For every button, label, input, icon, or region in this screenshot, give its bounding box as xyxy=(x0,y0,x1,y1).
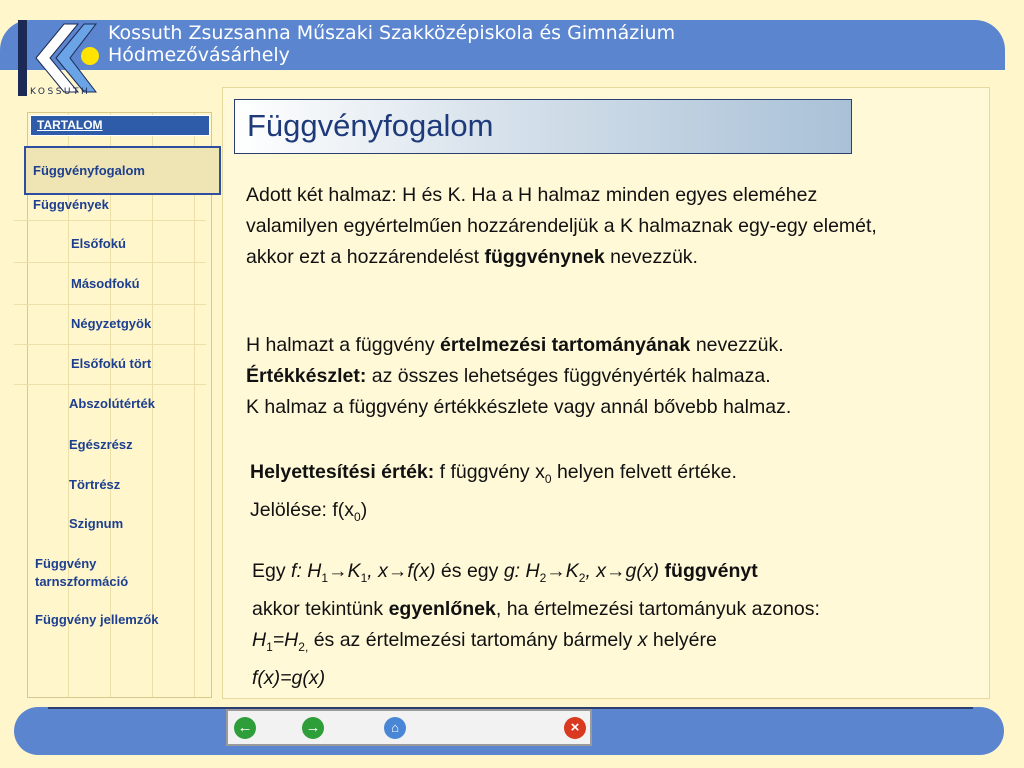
school-name-line2: Hódmezővásárhely xyxy=(108,44,290,66)
sidebar-item-fuggveny-jellemzok[interactable]: Függvény jellemzők xyxy=(35,612,159,627)
sidebar-item-fuggvenyek[interactable]: Függvények xyxy=(33,197,109,212)
toc-label: TARTALOM xyxy=(37,118,103,132)
sidebar-item-fuggvenyfogalom[interactable]: Függvényfogalom xyxy=(33,163,145,178)
slide-title: Függvényfogalom xyxy=(247,108,494,143)
logo-text: KOSSUTH xyxy=(30,87,91,97)
home-icon[interactable]: ⌂ xyxy=(384,717,406,739)
equality-paragraph: Egy f: $H_1\to K_1$, x→f(x) és egy g: $H_2\to K_2$, x→g(x) függvényt akkor tekintünk egyenlőnek, ha értelmezési tartományuk azonos: $H_1=H_{2,}$ és az értelmezési tartomány bármely x helyére f(x)=g(x) xyxy=(252,560,820,689)
slide-title-box xyxy=(234,99,852,154)
sidebar-item-szignum[interactable]: Szignum xyxy=(69,516,124,531)
toc-button[interactable] xyxy=(30,115,210,136)
sidebar-item-elsofoku-tort[interactable]: Elsőfokú tört xyxy=(71,356,152,371)
back-arrow-icon[interactable]: ← xyxy=(234,717,256,739)
sidebar-item-egeszresz[interactable]: Egészrész xyxy=(69,437,133,452)
sidebar-item-elsofoku[interactable]: Elsőfokú xyxy=(71,236,126,251)
school-name-line1: Kossuth Zsuzsanna Műszaki Szakközépiskola és Gimnázium xyxy=(108,22,676,44)
substitution-paragraph: Helyettesítési érték: f függvény $x_0$ helyen felvett értéke. Jelölése: $f(x_0)$ xyxy=(250,461,737,524)
sidebar-item-abszoluttertek[interactable]: Abszolútérték xyxy=(69,396,155,411)
domain-range-paragraph: H halmazt a függvény értelmezési tartományának nevezzük. Értékkészlet: az összes lehetséges függvényérték halmaza. K halmaz a függvény értékkészlete vagy annál bővebb halmaz. xyxy=(246,334,792,418)
forward-arrow-icon[interactable]: → xyxy=(302,717,324,739)
close-icon[interactable]: × xyxy=(564,717,586,739)
sidebar-item-negyzetgyok[interactable]: Négyzetgyök xyxy=(71,316,152,331)
navigation-controls xyxy=(226,709,592,746)
school-name xyxy=(108,22,675,66)
sidebar-item-fuggveny-transzformacio[interactable]: Függvény tarnszformáció xyxy=(35,556,129,589)
sidebar-item-masodfoku[interactable]: Másodfokú xyxy=(71,276,140,291)
definition-paragraph: Adott két halmaz: H és K. Ha a H halmaz minden egyes eleméhez valamilyen egyértelműen hozzárendeljük a K halmaznak egy-egy elemét, akkor ezt a hozzárendelést függvénynek nevezzük. xyxy=(246,184,877,268)
sidebar-item-tortresz[interactable]: Törtrész xyxy=(69,477,121,492)
